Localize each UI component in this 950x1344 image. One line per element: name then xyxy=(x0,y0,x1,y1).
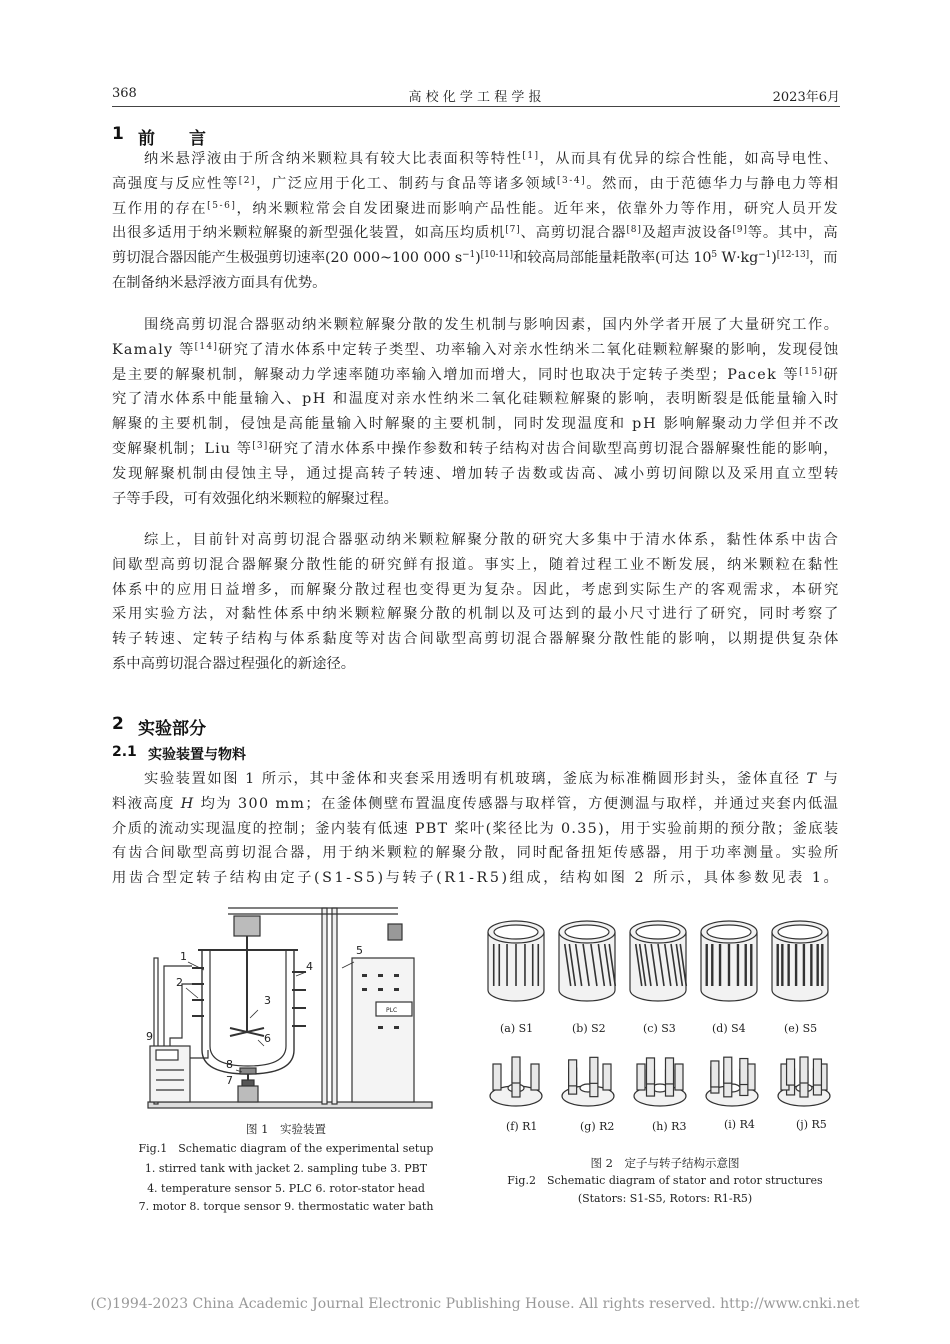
paragraph-line: 变解聚机制；Liu 等[3]研究了清水体系中操作参数和转子结构对齿合间歇型高剪切混合器解聚性能的影响， xyxy=(112,441,839,457)
part-label-4: 4 xyxy=(306,960,313,973)
section-1-title: 前 言 xyxy=(138,129,206,149)
figure-2-caption-en-line-2: (Stators: S1-S5, Rotors: R1-R5) xyxy=(577,1192,753,1205)
figure-1-caption-cn: 图 1 实验装置 xyxy=(246,1122,326,1136)
paragraph-line: 间歇型高剪切混合器解聚分散性能的研究鲜有报道。事实上，随着过程工业不断发展，纳米颗粒在黏性 xyxy=(112,556,841,573)
figure-2-stators xyxy=(480,910,840,1020)
stator-label-s3: (c) S3 xyxy=(643,1022,676,1035)
torque-sensor xyxy=(242,1080,254,1086)
section-2-title: 实验部分 xyxy=(138,719,206,739)
stator-s4 xyxy=(701,921,757,1001)
frame-post xyxy=(322,908,327,1104)
paragraph-line: 采用实验方法，对黏性体系中纳米颗粒解聚分散的机制以及可达到的最小尺寸进行了研究，同时考察了 xyxy=(112,606,841,623)
rotor-label-r3: (h) R3 xyxy=(652,1120,687,1133)
paragraph-line: 剪切混合器因能产生极强剪切速率(20 000~100 000 $s^{-1})[10-11]$和较高局部能量耗散率(可达 $10^5$ $W\cdot kg^{-1})[12-13]$，而 xyxy=(112,250,838,267)
page-number: 368 xyxy=(112,86,137,101)
paragraph-line: 体系中的应用日益增多，而解聚分散过程也变得更为复杂。因此，考虑到实际生产的客观需求，本研究 xyxy=(112,581,841,598)
figure-1-setup-diagram xyxy=(136,898,436,1114)
paragraph-line: 发现解聚机制由侵蚀主导，通过提高转子转速、增加转子齿数或齿高、减小剪切间隙以及采用直立型转 xyxy=(112,465,841,482)
paragraph-line: 实验装置如图 1 所示，其中釜体和夹套采用透明有机玻璃，釜底为标准椭圆形封头，釜体直径 T 与 xyxy=(144,771,840,787)
figure-1-caption-en: Fig.1 Schematic diagram of the experimental setup xyxy=(138,1142,434,1155)
rotor-r1 xyxy=(490,1057,542,1106)
lift-motor xyxy=(388,924,402,940)
base-plate xyxy=(148,1102,432,1108)
paragraph-line: 有齿合间歇型高剪切混合器，用于纳米颗粒的解聚分散，同时配备扭矩传感器，用于功率测量。实验所 xyxy=(112,845,841,862)
stator-s1 xyxy=(488,921,544,1001)
bottom-motor xyxy=(238,1086,258,1102)
stator-s2 xyxy=(559,921,615,1001)
water-bath-display xyxy=(156,1050,178,1060)
figure-2-rotors xyxy=(480,1034,840,1120)
paragraph-line: 是主要的解聚机制，解聚动力学速率随功率输入增加而增大，同时也取决于定转子类型；Pacek 等[15]研 xyxy=(112,366,840,383)
part-label-6: 6 xyxy=(264,1032,271,1045)
stator-label-s1: (a) S1 xyxy=(500,1022,534,1035)
stator-s3 xyxy=(630,921,686,1001)
part-label-8: 8 xyxy=(226,1058,233,1071)
subsection-2-1-title: 实验装置与物料 xyxy=(148,747,246,763)
paragraph-line: 在制备纳米悬浮液方面具有优势。 xyxy=(112,275,327,291)
figure-1-legend-line-2: 4. temperature sensor 5. PLC 6. rotor-stator head xyxy=(147,1182,425,1195)
section-2-number: 2 xyxy=(112,714,124,734)
rotor-r4 xyxy=(706,1057,758,1106)
bath-pipe-3 xyxy=(190,1050,208,1058)
part-label-5: 5 xyxy=(356,944,363,957)
paragraph-line: 围绕高剪切混合器驱动纳米颗粒解聚分散的发生机制与影响因素，国内外学者开展了大量研究工作。 xyxy=(144,317,840,333)
figure-1-legend-line-1: 1. stirred tank with jacket 2. sampling tube 3. PBT xyxy=(144,1162,428,1175)
paragraph-line: 纳米悬浮液由于所含纳米颗粒具有较大比表面积等特性[1]，从而具有优异的综合性能，如高导电性、 xyxy=(144,151,840,167)
rotor-label-r4: (i) R4 xyxy=(724,1118,755,1131)
stator-s5 xyxy=(772,921,828,1001)
section-1-number: 1 xyxy=(112,124,124,144)
rotor-label-r2: (g) R2 xyxy=(580,1120,615,1133)
bath-pipe-1 xyxy=(170,984,192,1046)
part-label-7: 7 xyxy=(226,1074,233,1087)
paragraph-line: 综上，目前针对高剪切混合器驱动纳米颗粒解聚分散的研究大多集中于清水体系，黏性体系中齿合 xyxy=(144,532,840,548)
rotor-stator-head xyxy=(240,1068,256,1074)
figure-2-caption-cn: 图 2 定子与转子结构示意图 xyxy=(590,1156,740,1170)
header-rule xyxy=(112,106,840,107)
paragraph-line: 转子转速、定转子结构与体系黏度等对齿合间歇型高剪切混合器解聚分散性能的影响，以期提供复杂体 xyxy=(112,631,841,648)
rotor-label-r1: (f) R1 xyxy=(506,1120,538,1133)
part-label-9: 9 xyxy=(146,1030,153,1043)
frame-post-2 xyxy=(332,908,337,1104)
figure-1-legend-line-3: 7. motor 8. torque sensor 9. thermostatic water bath xyxy=(138,1200,434,1213)
issue-date: 2023年6月 xyxy=(772,90,840,105)
subsection-2-1-number: 2.1 xyxy=(112,744,137,760)
stator-label-s4: (d) S4 xyxy=(712,1022,746,1035)
figure-2-caption-en: Fig.2 Schematic diagram of stator and rotor structures xyxy=(507,1174,823,1187)
journal-name: 高 校 化 学 工 程 学 报 xyxy=(408,90,542,105)
rotor-r3 xyxy=(634,1058,686,1106)
plc-display-label: PLC xyxy=(386,1007,398,1014)
part-label-2: 2 xyxy=(176,976,183,989)
paragraph-line: 用齿合型定转子结构由定子(S1-S5)与转子(R1-R5)组成，结构如图 2 所示，具体参数见表 1。 xyxy=(112,870,841,887)
paragraph-line: 系中高剪切混合器过程强化的新途径。 xyxy=(112,656,356,672)
paragraph-line: Kamaly 等[14]研究了清水体系中定转子类型、功率输入对亲水性纳米二氧化硅颗粒解聚的影响，发现侵蚀 xyxy=(112,341,840,358)
paragraph-line: 究了清水体系中能量输入、pH 和温度对亲水性纳米二氧化硅颗粒解聚的影响，表明断裂是低能量输入时 xyxy=(112,391,840,408)
copyright-footer: (C)1994-2023 China Academic Journal Electronic Publishing House. All rights reserved. http://www.cnki.net xyxy=(90,1296,860,1312)
paragraph-line: 子等手段，可有效强化纳米颗粒的解聚过程。 xyxy=(112,490,398,507)
paragraph-line: 出很多适用于纳米颗粒解聚的新型强化装置，如高压均质机[7]、高剪切混合器[8]及超声波设备[9]等。其中，高 xyxy=(112,225,839,242)
paragraph-line: 介质的流动实现温度的控制；釜内装有低速 PBT 桨叶(桨径比为 0.35)，用于实验前期的预分散；釜底装 xyxy=(112,820,840,837)
rotor-r5 xyxy=(778,1057,830,1106)
stator-label-s2: (b) S2 xyxy=(572,1022,606,1035)
part-label-3: 3 xyxy=(264,994,271,1007)
stator-label-s5: (e) S5 xyxy=(784,1022,818,1035)
paragraph-line: 料液高度 H 均为 300 mm；在釜体侧壁布置温度传感器与取样管，方便测温与取样，并通过夹套内低温 xyxy=(112,795,840,812)
paragraph-line: 解聚的主要机制，侵蚀是高能量输入时解聚的主要机制，同时发现温度和 pH 影响解聚动力学但并不改 xyxy=(112,416,841,433)
agitator-motor xyxy=(234,916,260,936)
rotor-r2 xyxy=(562,1057,614,1106)
paragraph-line: 高强度与反应性等[2]，广泛应用于化工、制药与食品等诸多领域[3-4]。然而，由于范德华力与静电力等相 xyxy=(112,175,840,192)
plc-cabinet xyxy=(352,958,414,1102)
paragraph-line: 互作用的存在[5-6]，纳米颗粒常会自发团聚进而影响产品性能。近年来，依靠外力等作用，研究人员开发 xyxy=(112,200,840,217)
part-label-1: 1 xyxy=(180,950,187,963)
rotor-label-r5: (j) R5 xyxy=(796,1118,827,1131)
side-ports xyxy=(192,968,306,1026)
